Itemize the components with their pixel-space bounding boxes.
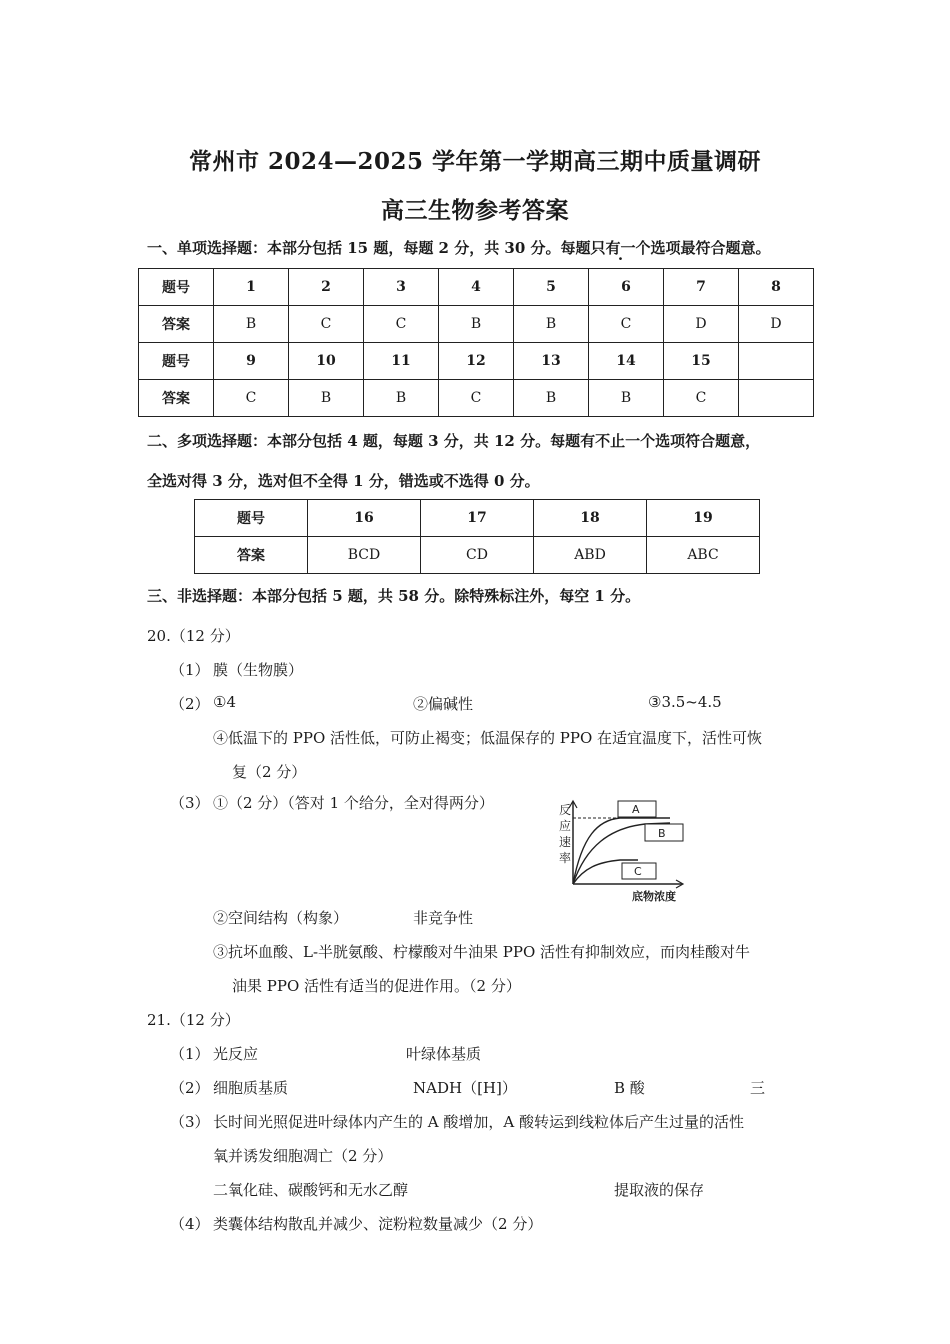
answer-cell: ABD <box>534 537 647 574</box>
question-number: 17 <box>421 500 534 537</box>
answer-cell: ABC <box>647 537 760 574</box>
q21-part3-answer-b1: 二氧化硅、碳酸钙和无水乙醇 <box>213 1181 409 1199</box>
question-number: 4 <box>439 269 514 306</box>
q20-part1-answer: 膜（生物膜） <box>213 661 304 679</box>
answer-cell: C <box>439 380 514 417</box>
q21-part1-answer2: 叶绿体基质 <box>406 1045 482 1063</box>
question-number: 9 <box>214 343 289 380</box>
section2-heading-line1: 二、多项选择题：本部分包括 4 题，每题 3 分，共 12 分。每题有不止一个选项符合题意， <box>147 432 761 450</box>
answer-cell: BCD <box>308 537 421 574</box>
graph-ylabel-char: 速 <box>559 835 572 849</box>
q21-part2-answer1: 细胞质基质 <box>213 1079 289 1097</box>
question-number: 14 <box>589 343 664 380</box>
answer-cell: C <box>364 306 439 343</box>
answer-cell: C <box>214 380 289 417</box>
table-row <box>139 343 814 380</box>
q20-part2-number: （2） <box>170 695 210 713</box>
question-number-empty <box>739 343 814 380</box>
question-number: 11 <box>364 343 439 380</box>
q21-part3-answer-line2: 氧并诱发细胞凋亡（2 分） <box>213 1147 393 1165</box>
table-row <box>195 537 760 574</box>
question-number: 16 <box>308 500 421 537</box>
q21-part4-number: （4） <box>170 1215 210 1233</box>
answer-cell: B <box>289 380 364 417</box>
page-subtitle: 高三生物参考答案 <box>381 197 569 224</box>
question-number: 12 <box>439 343 514 380</box>
q21-part2-answer3: B 酸 <box>614 1079 645 1097</box>
q20-part3-number: （3） <box>170 794 210 812</box>
row-label-question: 题号 <box>195 500 308 537</box>
question-number: 15 <box>664 343 739 380</box>
row-label-question: 题号 <box>139 269 214 306</box>
q20-part2-answer1: ①4 <box>213 693 236 711</box>
section3-heading: 三、非选择题：本部分包括 5 题，共 58 分。除特殊标注外，每空 1 分。 <box>147 587 641 605</box>
question-number: 6 <box>589 269 664 306</box>
q20-part2-answer2: ②偏碱性 <box>413 695 474 713</box>
q20-part3-answer3-line1: ③抗坏血酸、L-半胱氨酸、柠檬酸对牛油果 PPO 活性有抑制效应，而肉桂酸对牛 <box>213 943 751 961</box>
table-row <box>195 500 760 537</box>
graph-ylabel-char: 应 <box>559 819 572 833</box>
answer-cell: B <box>214 306 289 343</box>
answer-cell: C <box>289 306 364 343</box>
table-row <box>139 269 814 306</box>
q21-part3-answer-line1: 长时间光照促进叶绿体内产生的 A 酸增加，A 酸转运到线粒体后产生过量的活性 <box>213 1113 744 1131</box>
single-choice-answer-table <box>138 268 814 417</box>
reaction-rate-graph <box>550 796 690 906</box>
q20-part3-answer3-line2: 油果 PPO 活性有适当的促进作用。（2 分） <box>232 977 521 995</box>
row-label-answer: 答案 <box>139 380 214 417</box>
answer-cell-empty <box>739 380 814 417</box>
row-label-answer: 答案 <box>139 306 214 343</box>
answer-cell: B <box>364 380 439 417</box>
q21-part3-answer-b2: 提取液的保存 <box>614 1181 705 1199</box>
q21-part1-answer1: 光反应 <box>213 1045 259 1063</box>
q21-part4-answer: 类囊体结构散乱并减少、淀粉粒数量减少（2 分） <box>213 1215 543 1233</box>
answer-cell: CD <box>421 537 534 574</box>
q21-part3-number: （3） <box>170 1113 210 1131</box>
section1-heading-post: 选项最符合题意。 <box>650 239 771 257</box>
answer-cell: C <box>664 380 739 417</box>
section1-heading-emphasis: 只有一个 <box>590 239 651 257</box>
question-number: 8 <box>739 269 814 306</box>
answer-cell: B <box>439 306 514 343</box>
question-number: 2 <box>289 269 364 306</box>
q20-part3-answer2b: 非竞争性 <box>413 909 474 927</box>
question-number: 18 <box>534 500 647 537</box>
q20-header: 20.（12 分） <box>147 627 240 645</box>
graph-label-c: C <box>634 865 642 878</box>
q20-part1-number: （1） <box>170 661 210 679</box>
question-number: 5 <box>514 269 589 306</box>
row-label-answer: 答案 <box>195 537 308 574</box>
question-number: 10 <box>289 343 364 380</box>
q21-part1-number: （1） <box>170 1045 210 1063</box>
question-number: 1 <box>214 269 289 306</box>
graph-label-a: A <box>632 803 640 816</box>
q20-part2-answer3: ③3.5~4.5 <box>648 693 722 711</box>
answer-cell: D <box>739 306 814 343</box>
q20-part3-answer1: ①（2 分）（答对 1 个给分，全对得两分） <box>213 794 494 812</box>
section1-heading <box>147 237 771 258</box>
question-number: 3 <box>364 269 439 306</box>
question-number: 19 <box>647 500 760 537</box>
row-label-question: 题号 <box>139 343 214 380</box>
section1-heading-pre: 一、单项选择题：本部分包括 15 题，每题 2 分，共 30 分。每题 <box>147 239 591 257</box>
table-row <box>139 380 814 417</box>
graph-label-b: B <box>658 827 666 840</box>
answer-cell: D <box>664 306 739 343</box>
graph-ylabel-char: 反 <box>559 803 572 817</box>
question-number: 7 <box>664 269 739 306</box>
question-number: 13 <box>514 343 589 380</box>
answer-cell: B <box>514 380 589 417</box>
q20-part2-answer4-line1: ④低温下的 PPO 活性低，可防止褐变；低温保存的 PPO 在适宜温度下，活性可恢 <box>213 729 763 747</box>
graph-xlabel: 底物浓度 <box>632 890 676 903</box>
table-row <box>139 306 814 343</box>
answer-cell: C <box>589 306 664 343</box>
q20-part3-answer2: ②空间结构（构象） <box>213 909 349 927</box>
answer-cell: B <box>589 380 664 417</box>
q21-part2-number: （2） <box>170 1079 210 1097</box>
q21-header: 21.（12 分） <box>147 1011 240 1029</box>
q20-part2-answer4-line2: 复（2 分） <box>232 763 307 781</box>
page-title: 常州市 2024—2025 学年第一学期高三期中质量调研 <box>188 148 762 175</box>
section2-heading-line2: 全选对得 3 分，选对但不全得 1 分，错选或不选得 0 分。 <box>147 472 540 490</box>
q21-part2-answer4: 三 <box>750 1079 766 1097</box>
answer-cell: B <box>514 306 589 343</box>
q21-part2-answer2: NADH（[H]） <box>413 1079 517 1097</box>
multiple-choice-answer-table <box>194 499 760 574</box>
graph-ylabel-char: 率 <box>559 851 572 865</box>
